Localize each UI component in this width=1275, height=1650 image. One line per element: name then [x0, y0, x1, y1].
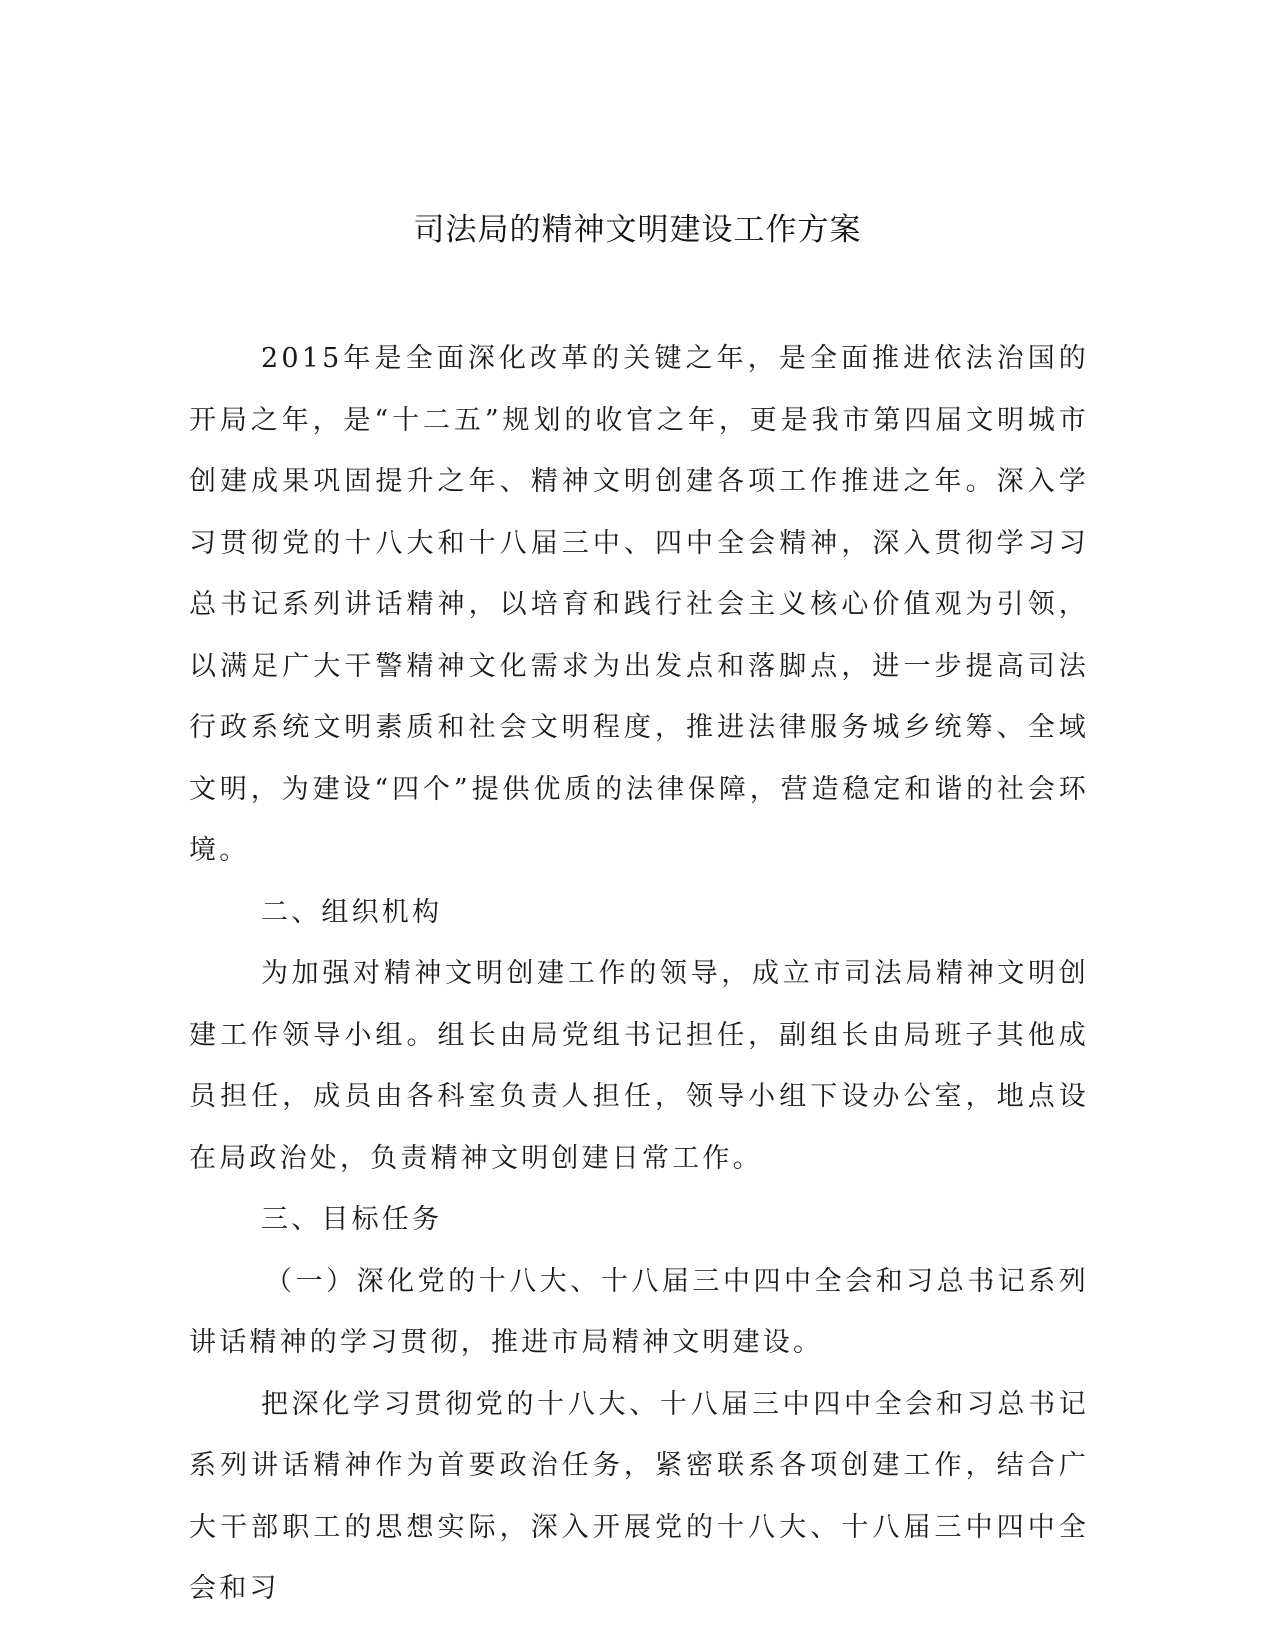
- document-body: [189, 328, 1089, 1620]
- section-heading-organization: 二、组织机构: [261, 896, 443, 928]
- paragraph-organization: 为加强对精神文明创建工作的领导，成立市司法局精神文明创建工作领导小组。组长由局党组书记担任，副组长由局班子其他成员担任，成员由各科室负责人担任，领导小组下设办公室，地点设在局政治处，负责精神文明创建日常工作。: [189, 958, 1089, 1174]
- section-heading-goals: 三、目标任务: [261, 1204, 443, 1235]
- paragraph-intro: 2015年是全面深化改革的关键之年，是全面推进依法治国的开局之年，是“十二五”规划的收官之年，更是我市第四届文明城市创建成果巩固提升之年、精神文明创建各项工作推进之年。深入学习贯彻党的十八大和十八届三中、四中全会精神，深入贯彻学习习总书记系列讲话精神，以培育和践行社会主义核心价值观为引领，以满足广大干警精神文化需求为出发点和落脚点，进一步提高司法行政系统文明素质和社会文明程度，推进法律服务城乡统筹、全域文明，为建设“四个”提供优质的法律保障，营造稳定和谐的社会环境。: [189, 343, 1089, 866]
- paragraph-goals: 把深化学习贯彻党的十八大、十八届三中四中全会和习总书记系列讲话精神作为首要政治任务，紧密联系各项创建工作，结合广大干部职工的思想实际，深入开展党的十八大、十八届三中四中全会和习: [189, 1388, 1089, 1604]
- subsection-heading-1: （一）深化党的十八大、十八届三中四中全会和习总书记系列讲话精神的学习贯彻，推进市局精神文明建设。: [189, 1265, 1089, 1358]
- document-title: 司法局的精神文明建设工作方案: [413, 212, 862, 248]
